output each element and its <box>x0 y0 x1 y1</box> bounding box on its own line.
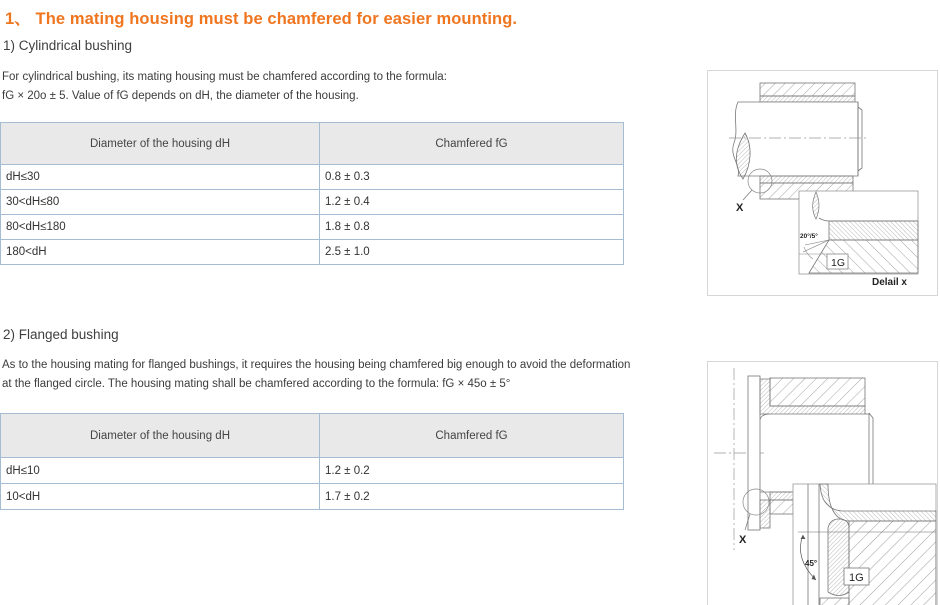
column-header-diameter: Diameter of the housing dH <box>1 123 320 165</box>
chamfered-cell: 1.2 ± 0.4 <box>320 190 624 215</box>
cylindrical-bushing-figure <box>707 70 938 296</box>
column-header-chamfered: Chamfered fG <box>320 123 624 165</box>
chamfered-cell: 1.2 ± 0.2 <box>320 458 624 484</box>
paragraph-line: As to the housing mating for flanged bushings, it requires the housing being chamfered big enough to avoid the deformation <box>2 359 631 371</box>
chamfer-angle-label: 20°/5° <box>800 233 818 240</box>
table-row <box>1 484 624 510</box>
section-title-flanged: 2) Flanged bushing <box>3 327 119 342</box>
page-title: 1、 The mating housing must be chamfered for easier mounting. <box>5 10 518 28</box>
table-header-row <box>1 414 624 458</box>
diameter-cell: 180<dH <box>1 240 320 265</box>
chamfered-cell: 1.8 ± 0.8 <box>320 215 624 240</box>
chamfered-cell: 1.7 ± 0.2 <box>320 484 624 510</box>
diameter-cell: dH≤30 <box>1 165 320 190</box>
cylindrical-description <box>2 68 447 106</box>
flanged-description <box>2 356 630 393</box>
detail-caption: Delail x <box>871 277 907 288</box>
section-title-cylindrical: 1) Cylindrical bushing <box>3 38 133 53</box>
table-header-row <box>1 123 624 165</box>
chamfer-angle-label: 45° <box>805 559 818 568</box>
table-row <box>1 240 624 265</box>
chamfer-dim-label: 1G <box>849 572 864 584</box>
chamfer-dim-label: 1G <box>831 257 846 269</box>
column-header-chamfered: Chamfered fG <box>320 414 624 458</box>
diameter-cell: 30<dH≤80 <box>1 190 320 215</box>
diameter-cell: 80<dH≤180 <box>1 215 320 240</box>
flanged-bushing-figure <box>707 361 938 605</box>
chamfered-cell: 2.5 ± 1.0 <box>320 240 624 265</box>
chamfered-cell: 0.8 ± 0.3 <box>320 165 624 190</box>
paragraph-line: For cylindrical bushing, its mating housing must be chamfered according to the formula: <box>2 71 447 83</box>
detail-view <box>793 484 936 605</box>
table-row <box>1 190 624 215</box>
table-row <box>1 215 624 240</box>
detail-view <box>799 191 918 274</box>
flanged-bushing-table <box>0 413 624 510</box>
paragraph-line: fG × 20o ± 5. Value of fG depends on dH, the diameter of the housing. <box>2 90 359 102</box>
table-row <box>1 458 624 484</box>
diameter-cell: 10<dH <box>1 484 320 510</box>
column-header-diameter: Diameter of the housing dH <box>1 414 320 458</box>
detail-x-label: X <box>739 534 747 546</box>
paragraph-line: at the flanged circle. The housing mating shall be chamfered according to the formula: fG × 45o ± 5° <box>2 377 511 390</box>
diameter-cell: dH≤10 <box>1 458 320 484</box>
table-row <box>1 165 624 190</box>
cylindrical-bushing-table <box>0 122 624 265</box>
cylindrical-bushing-drawing <box>708 71 937 295</box>
flanged-bushing-drawing <box>708 362 937 605</box>
detail-x-label: X <box>736 202 744 214</box>
